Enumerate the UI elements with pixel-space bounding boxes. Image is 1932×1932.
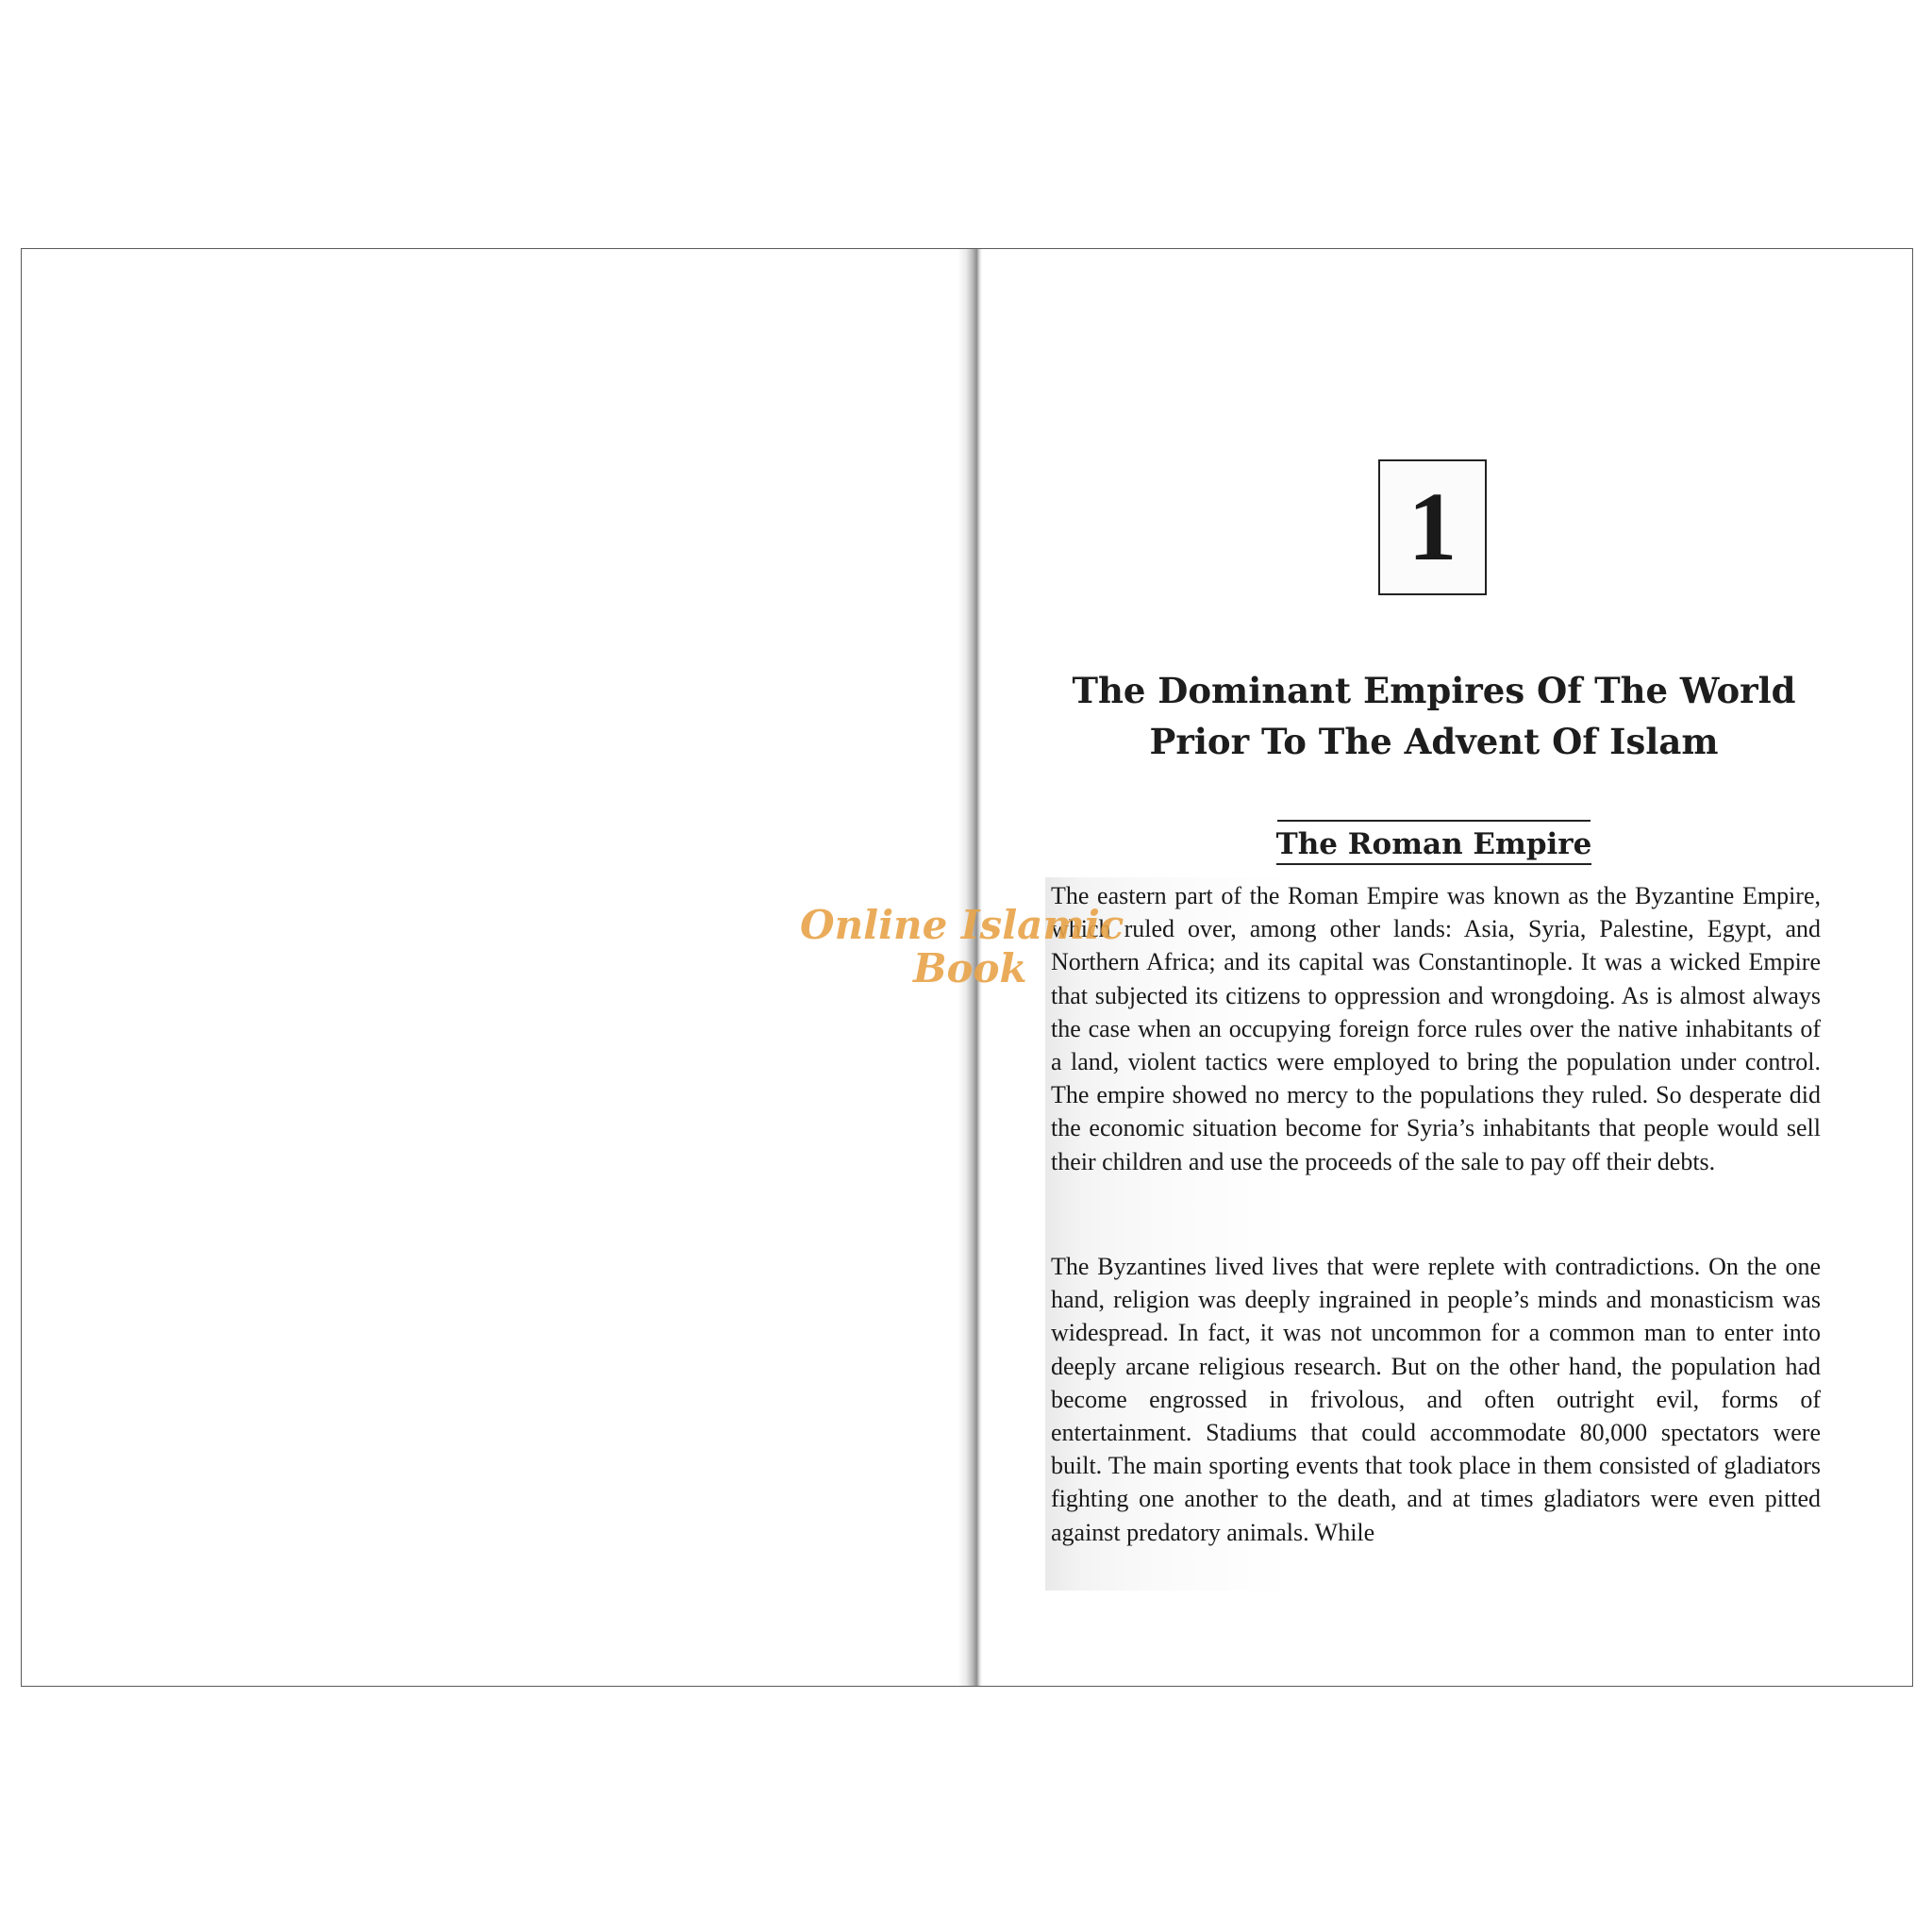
chapter-title-line1: The Dominant Empires Of The World [1072,670,1796,711]
chapter-number-box [1378,459,1487,595]
chapter-title-line2: Prior To The Advent Of Islam [1149,721,1719,762]
body-paragraph-1: The eastern part of the Roman Empire was known as the Byzantine Empire, which ruled over, among other lands: Asia, Syria, Palestine, Egypt, and Northern Africa; and its capital was Constantinople. It was a wicked Empire that subjected its citizens to oppression and wrongdoing. As is almost always the case when an occupying foreign force rules over the native inhabitants of a land, violent tactics were employed to bring the population under control. The empire showed no mercy to the populations they ruled. So desperate did the economic situation become for Syria’s inhabitants that people would sell their children and use the proceeds of the sale to pay off their debts. [1051,882,1821,1175]
book-gutter [958,249,982,1686]
watermark-line1: Online Islamic [800,902,1124,948]
chapter-number: 1 [1407,473,1457,581]
body-paragraph-2: The Byzantines lived lives that were replete with contradictions. On the one hand, religion was deeply ingrained in people’s minds and monasticism was widespread. In fact, it was not uncommon for a common man to enter into deeply arcane religious research. But on the other hand, the population had become engrossed in frivolous, and often outright evil, forms of entertainment. Stadiums that could accommodate 80,000 spectators were built. The main sporting events that took place in them consisted of gladiators fighting one another to the death, and at times gladiators were even pitted against predatory animals. While [1051,1253,1821,1546]
left-page-blank [22,249,958,1686]
section-rule [1277,820,1591,822]
watermark-line2: Book [913,945,1027,991]
section-heading [1255,824,1613,865]
section-heading-text: The Roman Empire [1276,827,1592,865]
chapter-title [1047,665,1821,767]
